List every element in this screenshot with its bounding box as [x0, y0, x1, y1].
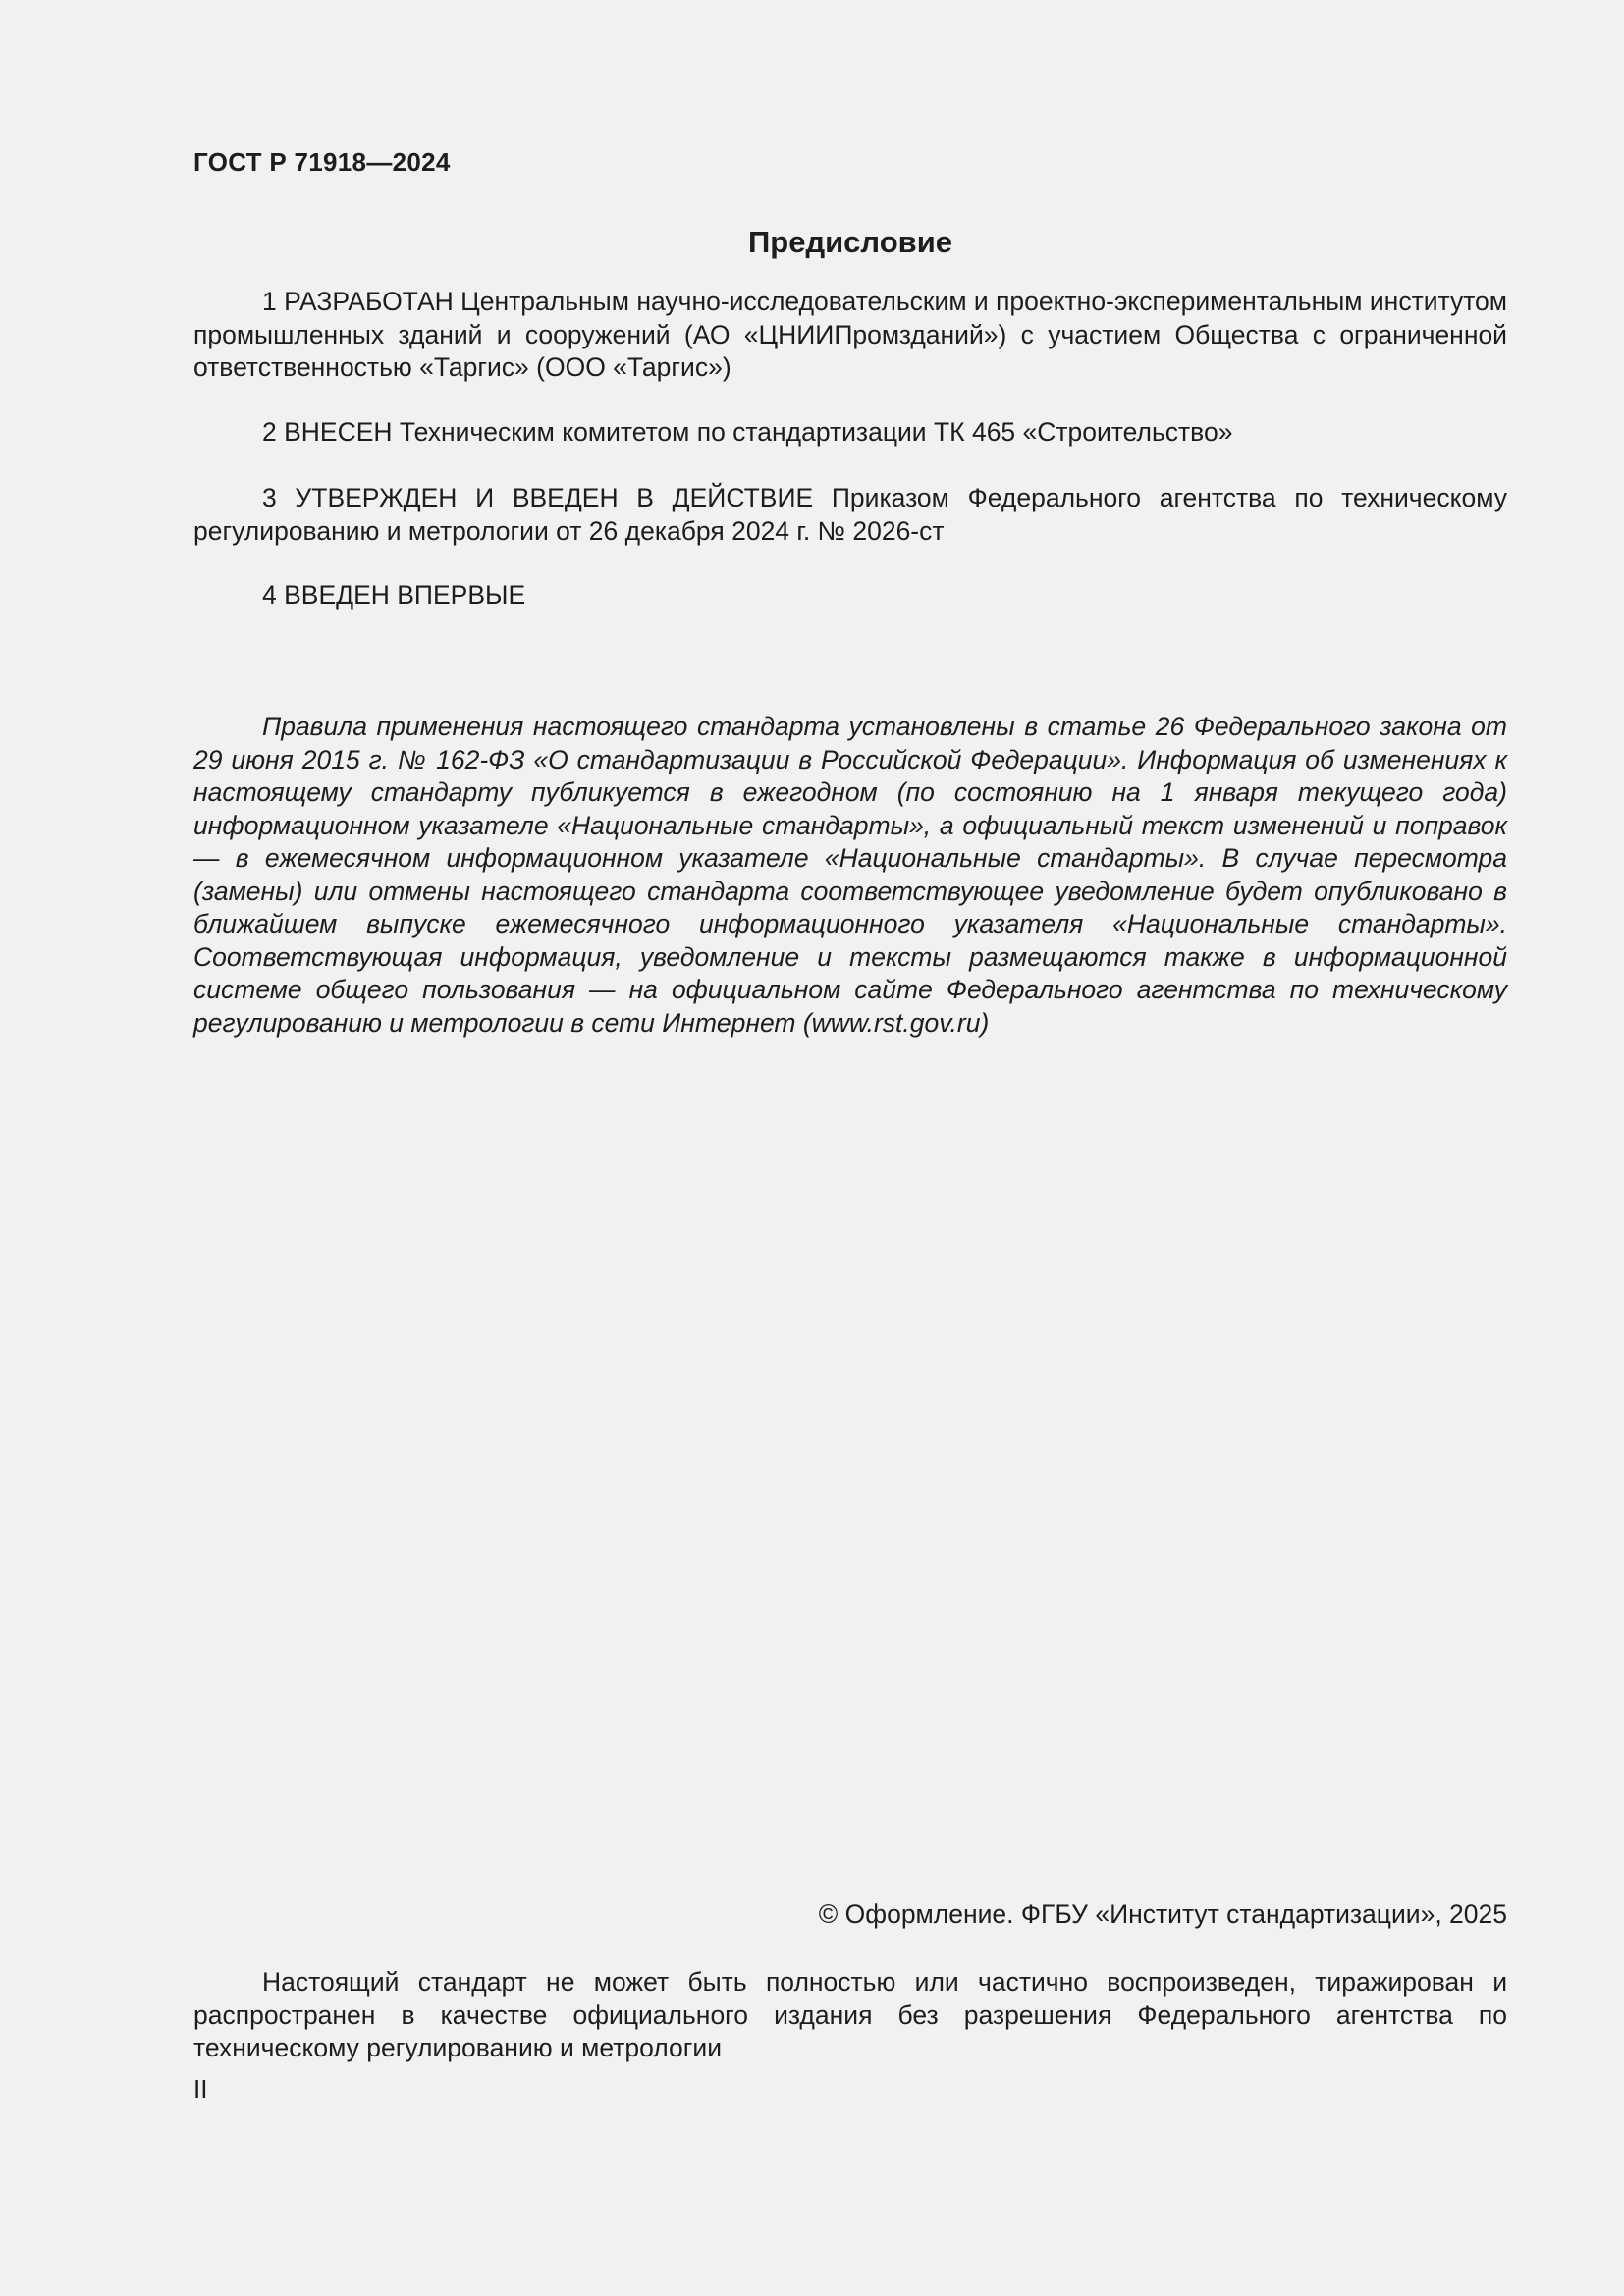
copyright-notice: © Оформление. ФГБУ «Институт стандартизации», 2025	[818, 1899, 1507, 1929]
foreword-item-4: 4 ВВЕДЕН ВПЕРВЫЕ	[262, 580, 526, 610]
foreword-item-3: 3 УТВЕРЖДЕН И ВВЕДЕН В ДЕЙСТВИЕ Приказом Федерального агентства по техническому регулированию и метрологии от 26 декабря 2024 г. № 2026-ст	[193, 483, 1507, 546]
rules-notice: Правила применения настоящего стандарта установлены в статье 26 Федерального закона от 29 июня 2015 г. № 162-ФЗ «О стандартизации в Российской Федерации». Информация об изменениях к настоящему стандарту публикуется в ежегодном (по состоянию на 1 января текущего года) информационном указателе «Национальные стандарты», а официальный текст изменений и поправок — в ежемесячном информационном указателе «Национальные стандарты». В случае пересмотра (замены) или отмены настоящего стандарта соответствующее уведомление будет опубликовано в ближайшем выпуске ежемесячного информационного указателя «Национальные стандарты». Соответствующая информация, уведомление и тексты размещаются также в информационной системе общего пользования — на официальном сайте Федерального агентства по техническому регулированию и метрологии в сети Интернет (www.rst.gov.ru)	[193, 712, 1507, 1038]
document-page	[193, 0, 1507, 2296]
section-title: Предисловие	[747, 225, 952, 259]
foreword-item-2: 2 ВНЕСЕН Техническим комитетом по стандартизации ТК 465 «Строительство»	[262, 417, 1233, 447]
foreword-item-1: 1 РАЗРАБОТАН Центральным научно-исследовательским и проектно-экспериментальным институтом промышленных зданий и сооружений (АО «ЦНИИПромзданий») с участием Общества с ограниченной ответственностью «Таргис» (ООО «Таргис»)	[193, 287, 1507, 382]
reproduction-notice: Настоящий стандарт не может быть полностью или частично воспроизведен, тиражирован и распространен в качестве официального издания без разрешения Федерального агентства по техническому регулированию и метрологии	[193, 1967, 1507, 2062]
page-number: II	[193, 2074, 208, 2104]
document-code: ГОСТ Р 71918—2024	[193, 147, 451, 177]
